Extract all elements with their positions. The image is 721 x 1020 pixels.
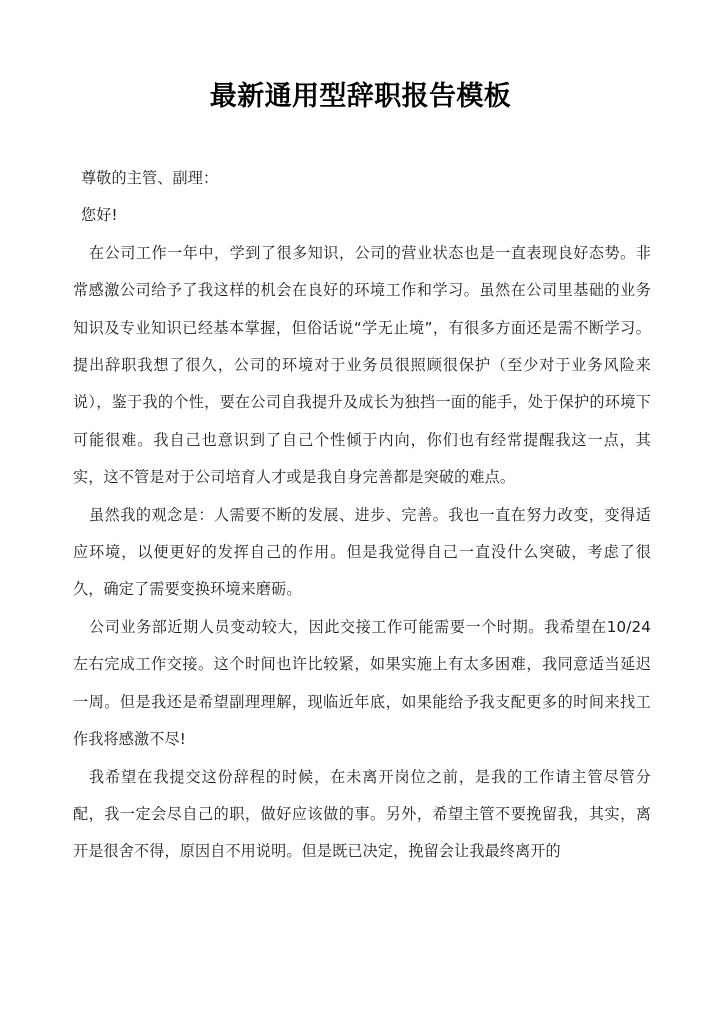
- page-title: 最新通用型辞职报告模板: [209, 81, 512, 112]
- body-paragraph-3: 公司业务部近期人员变动较大，因此交接工作可能需要一个时期。我希望在10/24左右完成工作交接。这个时间也许比较紧，如果实施上有太多困难，我同意适当延迟一周。但是我还是希望副理理解，现临近年底，如果能给予我支配更多的时间来找工作我将感激不尽!: [73, 617, 651, 749]
- document-body: [73, 160, 651, 871]
- body-paragraph-4: 我希望在我提交这份辞程的时候，在未离开岗位之前，是我的工作请主管尽管分配，我一定会尽自己的职，做好应该做的事。另外，希望主管不要挽留我，其实，离开是很舍不得，原因自不用说明。但是既已决定，挽留会让我最终离开的: [73, 767, 651, 861]
- greeting-line: 您好!: [81, 206, 118, 225]
- body-paragraph-2: 虽然我的观念是：人需要不断的发展、进步、完善。我也一直在努力改变，变得适应环境，以便更好的发挥自己的作用。但是我觉得自己一直没什么突破，考虑了很久，确定了需要变换环境来磨砺。: [73, 505, 651, 599]
- body-paragraph-1: 在公司工作一年中，学到了很多知识，公司的营业状态也是一直表现良好态势。非常感激公司给予了我这样的机会在良好的环境工作和学习。虽然在公司里基础的业务知识及专业知识已经基本掌握，但俗话说“学无止境”，有很多方面还是需不断学习。提出辞职我想了很久，公司的环境对于业务员很照顾很保护（至少对于业务风险来说），鉴于我的个性，要在公司自我提升及成长为独挡一面的能手，处于保护的环境下可能很难。我自己也意识到了自己个性倾于内向，你们也有经常提醒我这一点，其实，这不管是对于公司培育人才或是我自身完善都是突破的难点。: [73, 243, 651, 487]
- salutation-line: 尊敬的主管、副理：: [81, 169, 219, 187]
